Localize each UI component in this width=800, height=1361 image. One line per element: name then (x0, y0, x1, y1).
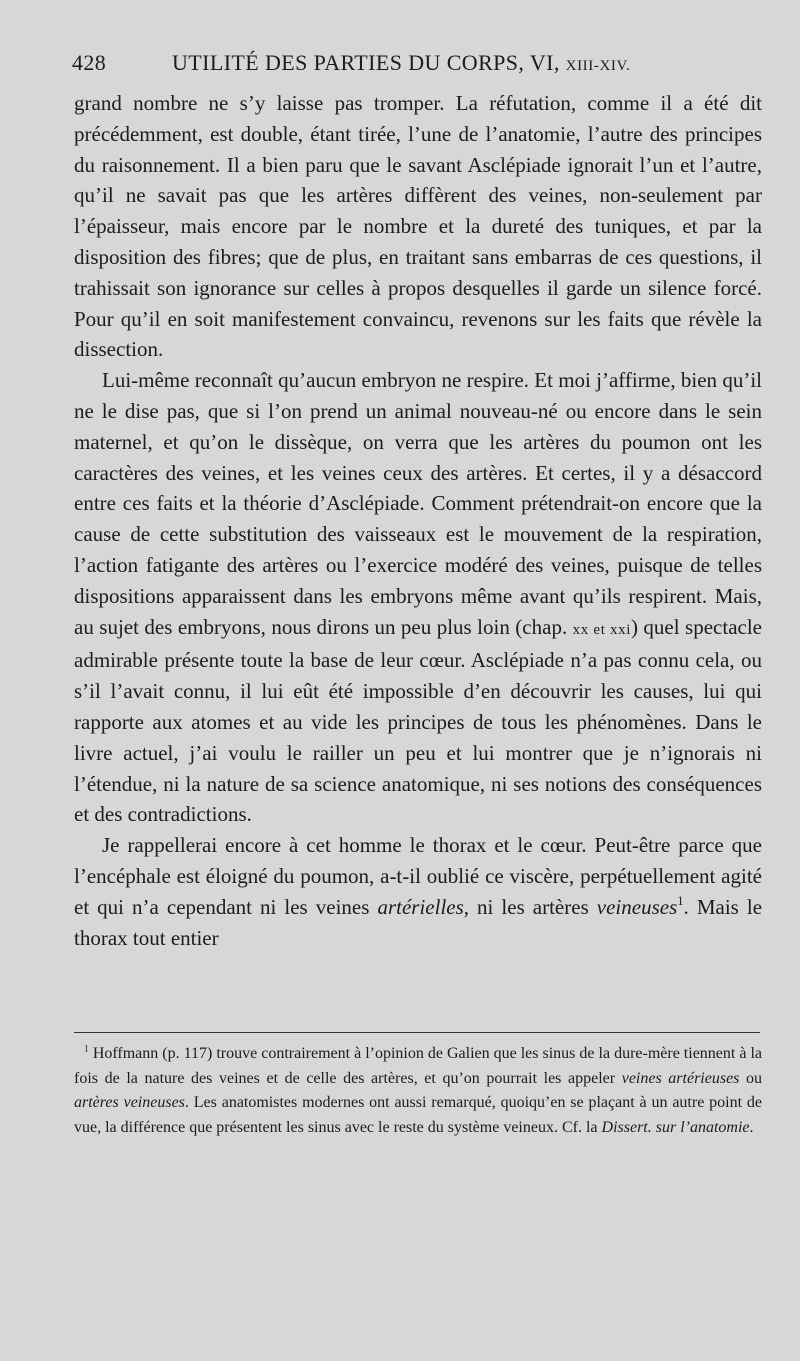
running-head (72, 50, 762, 80)
footnote-paragraph (74, 1042, 762, 1140)
footnote-marker: 1 (84, 1043, 89, 1055)
footnote-text-c: . Les anatomistes modernes ont aussi remarqué, quoiqu’en se plaçant à un autre point de vue, la différence que présentent les sinus avec le reste du système veineux. Cf. la (74, 1094, 762, 1136)
footnote-reference: 1 (677, 893, 684, 908)
paragraph-2-text-a: Lui-même reconnaît qu’aucun embryon ne respire. Et moi j’affirme, bien qu’il ne le dise pas, que si l’on prend un animal nouveau-né ou encore dans le sein maternel, et qu’on le dissèque, on verra que les artères du poumon ont les caractères des veines, et les veines ceux des artères. Et certes, il y a désaccord entre ces faits et la théorie d’Asclépiade. Comment prétendrait-on encore que la cause de cette substitution des vaisseaux est le mouvement de la respiration, l’action fatigante des artères ou l’exercice modéré des veines, puisque de telles dispositions apparaissent dans les embryons même avant qu’ils respirent. Mais, au sujet des embryons, nous dirons un peu plus loin (chap. (74, 368, 762, 639)
footnote-text-a: Hoffmann (p. 117) trouve contrairement à l’opinion de Galien que les sinus de la dure-mère tiennent à la fois de la nature des veines et de celle des artères, et qu’on pourrait les appeler (74, 1045, 763, 1087)
main-text (74, 88, 762, 953)
paragraph-3-text-c: . Mais le thorax tout entier (74, 894, 763, 950)
chapter-reference: xx et xxi (572, 621, 631, 638)
footnote-rule (74, 1032, 760, 1033)
footnote-text-d: . (749, 1118, 754, 1136)
paragraph-2 (74, 365, 762, 830)
footnote-italic-1: veines artérieuses (621, 1069, 740, 1087)
italic-term-veineuses: veineuses (596, 894, 678, 919)
paragraph-2-text-b: ) quel spectacle admirable présente toute la base de leur cœur. Asclépiade n’a pas connu cela, ou s’il l’avait connu, il lui eût été impossible d’en découvrir les causes, lui qui rapporte aux atomes et au vide les principes de tous les phénomènes. Dans le livre actuel, j’ai voulu le railler un peu et lui montrer que je n’ignorais ni l’étendue, ni la nature de sa science anatomique, ni ses notions des conséquences et des contradictions. (74, 614, 762, 827)
footnote-italic-3: Dissert. sur l’anatomie (601, 1118, 750, 1136)
running-title-chapters: XIII-XIV. (565, 58, 631, 74)
page-number: 428 (72, 50, 107, 75)
footnote (74, 1042, 762, 1140)
italic-term-arterielles: artérielles (377, 894, 464, 919)
footnote-text-b: ou (746, 1069, 763, 1087)
footnote-italic-2: artères veineuses (74, 1094, 185, 1111)
paragraph-3-text-b: , ni les artères (463, 894, 589, 919)
running-title-text: UTILITÉ DES PARTIES DU CORPS, VI, (172, 50, 560, 75)
paragraph-3 (74, 830, 762, 953)
paragraph-1: grand nombre ne s’y laisse pas tromper. La réfutation, comme il a été dit précédemment, est double, étant tirée, l’une de l’anatomie, l’autre des principes du raisonnement. Il a bien paru que le savant Asclépiade ignorait l’un et l’autre, qu’il ne savait pas que les artères diffèrent des veines, non-seulement par l’épaisseur, mais encore par le nombre et la dureté des tuniques, et par la disposition des fibres; que de plus, en traitant sans embarras de ces questions, il trahissait son ignorance sur celles à propos desquelles il garde un silence forcé. Pour qu’il en soit manifestement convaincu, revenons sur les faits que révèle la dissection. (74, 91, 762, 362)
running-title (172, 50, 630, 76)
paragraph-3-text-a: Je rappellerai encore à cet homme le thorax et le cœur. Peut-être parce que l’encéphale est éloigné du poumon, a-t-il oublié ce viscère, perpétuellement agité et qui n’a cependant ni les veines (74, 833, 762, 919)
